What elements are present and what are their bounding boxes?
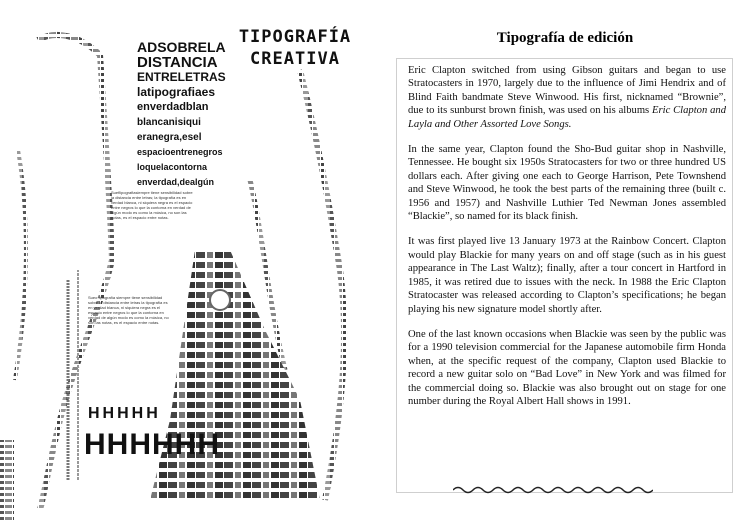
small-text-paragraph: Sueflipografiasiempre tiene sensibilidad sobre la distancia entre letras; la tipografía es en verdad blanca, ni siquiera negra es el espacio entre negros lo que la contorna en verdad de algún modo es como la música, no son las notas, es el espacio entre notas. [111,190,193,220]
album-titles: Eric Clapton and Layla and Other Assorted Love Songs. [408,105,726,130]
word-line: DISTANCIA [137,54,218,71]
document-title: Tipografía de edición [496,30,634,46]
word-line: enverdad,dealgún [137,177,215,187]
paragraph-text: Eric Clapton switched from using Gibson guitars and began to use Stratocasters in 1970, largely due to the influence of Jimi Hendrix and of Blind Faith bandmate Steve Winwood. His first, nicknamed “Brownie”, due to its sunburst brown finish, was used on his albums [408,65,726,117]
title-line-1: TIPOGRAFÍA [238,27,352,47]
creative-typography-title [230,26,360,70]
h-letters-small: HHHHH [88,405,161,422]
word-line: enverdadblan [137,101,209,113]
title-line-2: CREATIVA [250,49,340,69]
paragraph: One of the last known occasions when Blackie was seen by the public was for a 1990 television commercial for the Japanese automobile firm Honda when, at the specific request of the company, Clapton used Blackie to record a new guitar solo on “Bad Love” in New York and was filmed for the commercial doing so. Blackie was also brought out on stage for one number during the Royal Albert Hall shows in 1991. [408,328,726,407]
paragraph: It was first played live 13 January 1973 at the Rainbow Concert. Clapton would play Blackie for many years on and off stage (such as in his guest appearance in The Last Waltz); finally, after a tour concert in Hartford in 1985, it was retired due to issues with the neck. In 1988 the Eric Clapton Stratocaster was released according to Clapton’s specifications; he began playing his new signature model shortly after. [408,236,726,315]
word-line: latipografiaes [137,85,216,99]
h-letters-large: HHHHHH [84,428,220,461]
word-line: blancanisiqui [137,117,201,128]
wavy-divider [453,485,653,495]
word-line: espacioentrenegros [137,147,223,157]
word-line: ENTRELETRAS [137,70,226,84]
word-line: eranegra,esel [137,132,202,143]
word-line: loquelacontorna [137,162,208,172]
small-text-paragraph-2: Sueo tipografía siempre tiene sensibilidad sobre la distancia entre letras la tipografía es en verdad blanca, ni siquiera negra es el espacio entre negros lo que la contorna en verdad de algún modo es como la música, no son las notas, es el espacio entre notas. [88,295,169,325]
paragraph: In the same year, Clapton found the Sho-Bud guitar shop in Nashville, Tennessee. He bought six 1950s Stratocasters for two or three hundred US dollars each. After giving one each to George Harrison, Pete Townshend and Steve Winwood, he took the best parts of the remaining three (built c. 1956 and 1957) and Nashville Luthier Ted Newman Jones assembled “Blackie”, so named for its black finish. [408,144,726,223]
word-line: ADSOBRELA [137,39,226,55]
editorial-typography-panel [395,0,754,524]
stacked-words [137,40,226,190]
paragraph [408,64,726,131]
document-body [408,64,726,420]
